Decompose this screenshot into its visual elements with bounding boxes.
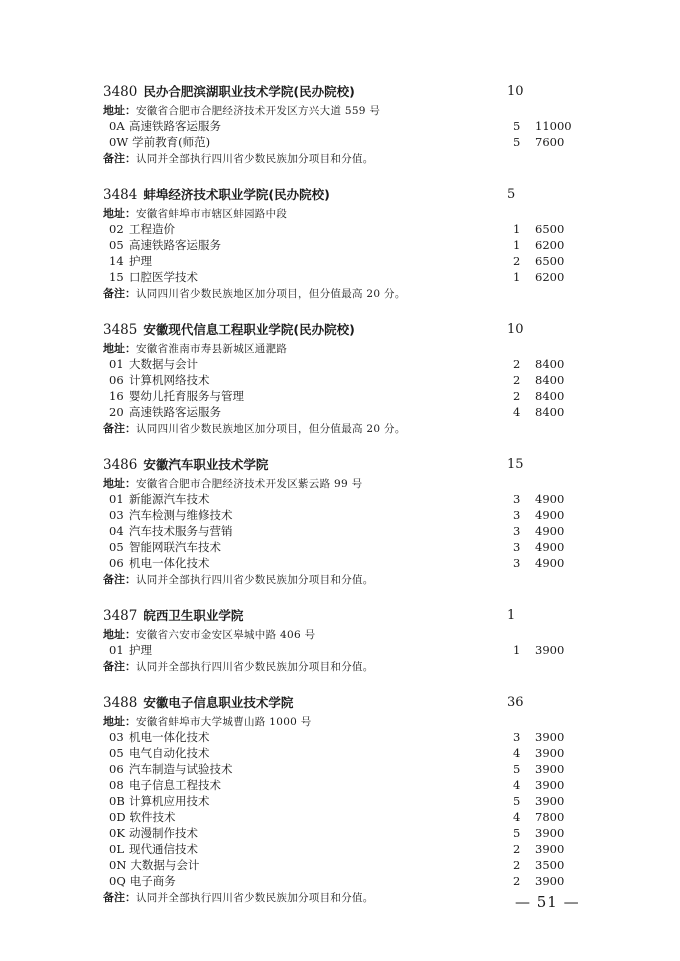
major-name: 汽车技术服务与营销 xyxy=(129,524,233,538)
address-line xyxy=(103,713,583,729)
major-name: 护理 xyxy=(129,643,152,657)
major-row xyxy=(103,356,583,372)
major-code: 06 xyxy=(109,762,124,776)
major-code: 16 xyxy=(109,389,124,403)
major-fee: 7600 xyxy=(535,135,565,149)
school-block xyxy=(103,606,583,674)
major-fee: 4900 xyxy=(535,508,565,522)
major-row xyxy=(103,269,583,285)
major-name: 软件技术 xyxy=(129,810,176,824)
major-row xyxy=(103,777,583,793)
major-count: 3 xyxy=(513,492,521,506)
major-count: 1 xyxy=(513,238,521,252)
major-fee: 6200 xyxy=(535,238,565,252)
school-name: 民办合肥滨湖职业技术学院(民办院校) xyxy=(143,84,355,99)
major-code: 15 xyxy=(109,270,124,284)
note-line xyxy=(103,150,583,166)
major-count: 2 xyxy=(513,858,521,872)
school-header xyxy=(103,185,583,205)
note-label: 备注： xyxy=(103,891,136,904)
major-code: 01 xyxy=(109,492,124,506)
major-name: 现代通信技术 xyxy=(129,842,198,856)
major-fee: 6200 xyxy=(535,270,565,284)
school-block xyxy=(103,320,583,436)
major-count: 1 xyxy=(513,270,521,284)
major-count: 4 xyxy=(513,810,521,824)
major-fee: 4900 xyxy=(535,540,565,554)
major-fee: 8400 xyxy=(535,389,565,403)
major-name: 新能源汽车技术 xyxy=(129,492,210,506)
school-code: 3486 xyxy=(103,457,138,473)
major-row xyxy=(103,642,583,658)
school-name: 蚌埠经济技术职业学院(民办院校) xyxy=(143,187,330,202)
major-name: 大数据与会计 xyxy=(129,357,198,371)
major-code: 0A xyxy=(109,119,125,133)
major-name: 高速铁路客运服务 xyxy=(129,119,221,133)
major-fee: 3900 xyxy=(535,746,565,760)
note-label: 备注： xyxy=(103,573,136,586)
major-name: 大数据与会计 xyxy=(130,858,200,872)
major-code: 0L xyxy=(109,842,124,856)
major-row xyxy=(103,221,583,237)
address-label: 地址： xyxy=(103,715,136,728)
major-count: 2 xyxy=(513,874,521,888)
major-code: 03 xyxy=(109,730,124,744)
major-fee: 8400 xyxy=(535,405,565,419)
major-row xyxy=(103,404,583,420)
major-code: 06 xyxy=(109,556,124,570)
major-name: 婴幼儿托育服务与管理 xyxy=(129,389,244,403)
major-row xyxy=(103,539,583,555)
major-count: 5 xyxy=(513,826,521,840)
major-code: 0B xyxy=(109,794,125,808)
note-line xyxy=(103,571,583,587)
address-text: 安徽省蚌埠市大学城曹山路 1000 号 xyxy=(136,716,312,728)
major-count: 1 xyxy=(513,643,521,657)
major-count: 2 xyxy=(513,389,521,403)
address-label: 地址： xyxy=(103,628,136,641)
major-row xyxy=(103,237,583,253)
school-code: 3488 xyxy=(103,695,138,711)
address-line xyxy=(103,626,583,642)
major-name: 智能网联汽车技术 xyxy=(129,540,221,554)
address-text: 安徽省合肥市合肥经济技术开发区方兴大道 559 号 xyxy=(136,105,381,117)
note-text: 认同四川省少数民族地区加分项目，但分值最高 20 分。 xyxy=(136,288,406,300)
major-count: 5 xyxy=(513,135,521,149)
note-label: 备注： xyxy=(103,152,136,165)
major-count: 2 xyxy=(513,254,521,268)
major-name: 汽车制造与试验技术 xyxy=(129,762,233,776)
major-code: 0W xyxy=(109,135,129,149)
major-row xyxy=(103,825,583,841)
major-count: 3 xyxy=(513,540,521,554)
major-fee: 4900 xyxy=(535,556,565,570)
major-code: 08 xyxy=(109,778,124,792)
major-row xyxy=(103,388,583,404)
address-line xyxy=(103,102,583,118)
major-name: 动漫制作技术 xyxy=(129,826,198,840)
major-code: 02 xyxy=(109,222,124,236)
major-row xyxy=(103,523,583,539)
major-count: 5 xyxy=(513,794,521,808)
major-count: 4 xyxy=(513,778,521,792)
major-row xyxy=(103,841,583,857)
major-row xyxy=(103,809,583,825)
major-row xyxy=(103,857,583,873)
major-name: 工程造价 xyxy=(129,222,175,236)
school-code: 3484 xyxy=(103,187,138,203)
address-label: 地址： xyxy=(103,104,136,117)
school-header xyxy=(103,320,583,340)
major-count: 5 xyxy=(513,119,521,133)
major-row xyxy=(103,745,583,761)
major-name: 计算机应用技术 xyxy=(129,794,210,808)
major-name: 口腔医学技术 xyxy=(129,270,198,284)
major-fee: 3900 xyxy=(535,643,565,657)
school-quota: 5 xyxy=(507,187,516,202)
address-text: 安徽省合肥市合肥经济技术开发区紫云路 99 号 xyxy=(136,478,363,490)
major-fee: 6500 xyxy=(535,222,565,236)
address-line xyxy=(103,340,583,356)
major-fee: 8400 xyxy=(535,357,565,371)
school-name: 安徽电子信息职业技术学院 xyxy=(143,695,294,710)
school-quota: 10 xyxy=(507,84,524,99)
major-code: 0Q xyxy=(109,874,126,888)
major-count: 1 xyxy=(513,222,521,236)
school-code: 3487 xyxy=(103,608,138,624)
school-quota: 36 xyxy=(507,695,524,710)
major-code: 01 xyxy=(109,643,124,657)
major-row xyxy=(103,761,583,777)
major-count: 3 xyxy=(513,730,521,744)
major-name: 护理 xyxy=(129,254,152,268)
school-header xyxy=(103,82,583,102)
school-quota: 15 xyxy=(507,457,524,472)
major-fee: 3900 xyxy=(535,874,565,888)
note-text: 认同并全部执行四川省少数民族加分项目和分值。 xyxy=(136,574,374,586)
school-name: 安徽现代信息工程职业学院(民办院校) xyxy=(143,322,355,337)
major-count: 3 xyxy=(513,508,521,522)
major-count: 5 xyxy=(513,762,521,776)
note-text: 认同并全部执行四川省少数民族加分项目和分值。 xyxy=(136,153,374,165)
admission-document xyxy=(103,82,583,924)
school-header xyxy=(103,693,583,713)
major-code: 20 xyxy=(109,405,124,419)
major-name: 电子信息工程技术 xyxy=(129,778,221,792)
school-name: 皖西卫生职业学院 xyxy=(143,608,244,623)
major-count: 3 xyxy=(513,556,521,570)
page-number: — 51 — xyxy=(515,893,580,911)
major-code: 05 xyxy=(109,746,124,760)
major-row xyxy=(103,253,583,269)
major-row xyxy=(103,134,583,150)
address-label: 地址： xyxy=(103,207,136,220)
major-row xyxy=(103,372,583,388)
major-fee: 3900 xyxy=(535,778,565,792)
major-row xyxy=(103,118,583,134)
major-fee: 3900 xyxy=(535,794,565,808)
school-name: 安徽汽车职业技术学院 xyxy=(143,457,269,472)
major-name: 学前教育(师范) xyxy=(132,135,211,149)
major-fee: 4900 xyxy=(535,524,565,538)
major-fee: 3900 xyxy=(535,762,565,776)
major-code: 06 xyxy=(109,373,124,387)
major-count: 3 xyxy=(513,524,521,538)
address-label: 地址： xyxy=(103,342,136,355)
note-text: 认同并全部执行四川省少数民族加分项目和分值。 xyxy=(136,892,374,904)
major-fee: 3900 xyxy=(535,826,565,840)
school-quota: 1 xyxy=(507,608,516,623)
major-fee: 7800 xyxy=(535,810,565,824)
school-header xyxy=(103,455,583,475)
major-fee: 3900 xyxy=(535,730,565,744)
note-label: 备注： xyxy=(103,422,136,435)
address-line xyxy=(103,475,583,491)
school-block xyxy=(103,82,583,166)
major-code: 05 xyxy=(109,238,124,252)
address-text: 安徽省蚌埠市市辖区蚌园路中段 xyxy=(136,208,288,220)
major-code: 05 xyxy=(109,540,124,554)
school-header xyxy=(103,606,583,626)
major-name: 高速铁路客运服务 xyxy=(129,238,221,252)
school-quota: 10 xyxy=(507,322,524,337)
school-code: 3480 xyxy=(103,84,138,100)
major-code: 0D xyxy=(109,810,126,824)
major-count: 2 xyxy=(513,373,521,387)
major-fee: 3900 xyxy=(535,842,565,856)
note-text: 认同并全部执行四川省少数民族加分项目和分值。 xyxy=(136,661,374,673)
school-code: 3485 xyxy=(103,322,138,338)
major-fee: 4900 xyxy=(535,492,565,506)
major-fee: 6500 xyxy=(535,254,565,268)
major-code: 04 xyxy=(109,524,124,538)
major-name: 机电一体化技术 xyxy=(129,556,210,570)
major-row xyxy=(103,873,583,889)
note-line xyxy=(103,889,583,905)
major-name: 电气自动化技术 xyxy=(129,746,210,760)
major-row xyxy=(103,507,583,523)
major-fee: 8400 xyxy=(535,373,565,387)
major-name: 高速铁路客运服务 xyxy=(129,405,221,419)
note-label: 备注： xyxy=(103,660,136,673)
address-line xyxy=(103,205,583,221)
major-name: 电子商务 xyxy=(129,874,176,888)
major-row xyxy=(103,491,583,507)
note-line xyxy=(103,420,583,436)
major-code: 0K xyxy=(109,826,125,840)
address-text: 安徽省六安市金安区皋城中路 406 号 xyxy=(136,629,316,641)
major-code: 14 xyxy=(109,254,124,268)
major-count: 2 xyxy=(513,357,521,371)
major-name: 机电一体化技术 xyxy=(129,730,210,744)
school-block xyxy=(103,185,583,301)
note-line xyxy=(103,285,583,301)
major-row xyxy=(103,729,583,745)
major-count: 4 xyxy=(513,405,521,419)
major-code: 01 xyxy=(109,357,124,371)
major-code: 03 xyxy=(109,508,124,522)
note-label: 备注： xyxy=(103,287,136,300)
major-code: 0N xyxy=(109,858,127,872)
major-count: 2 xyxy=(513,842,521,856)
major-name: 汽车检测与维修技术 xyxy=(129,508,233,522)
address-label: 地址： xyxy=(103,477,136,490)
major-count: 4 xyxy=(513,746,521,760)
address-text: 安徽省淮南市寿县新城区通淝路 xyxy=(136,343,288,355)
major-name: 计算机网络技术 xyxy=(129,373,210,387)
note-line xyxy=(103,658,583,674)
major-fee: 3500 xyxy=(535,858,565,872)
major-row xyxy=(103,555,583,571)
school-block xyxy=(103,693,583,905)
major-row xyxy=(103,793,583,809)
note-text: 认同四川省少数民族地区加分项目，但分值最高 20 分。 xyxy=(136,423,406,435)
school-block xyxy=(103,455,583,587)
major-fee: 11000 xyxy=(535,119,572,133)
